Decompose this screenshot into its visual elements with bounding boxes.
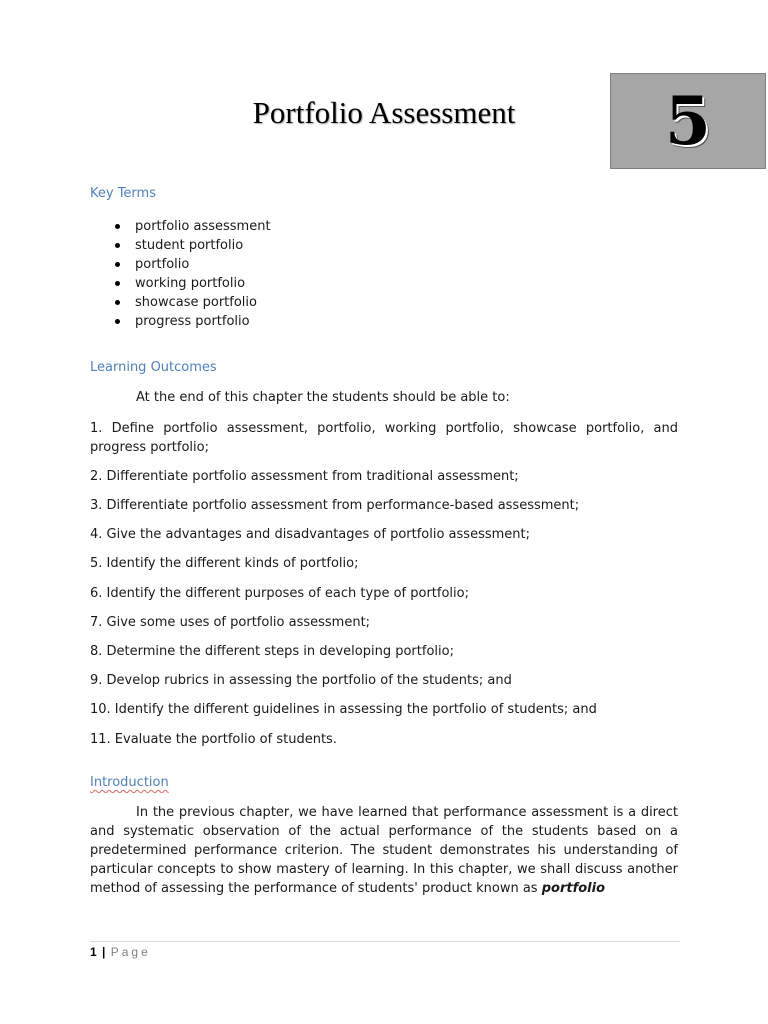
- outcome-item: 3. Differentiate portfolio assessment from performance-based assessment;: [90, 498, 580, 513]
- footer-divider: [90, 941, 680, 942]
- list-item: portfolio: [110, 255, 271, 274]
- page-footer: [90, 945, 151, 959]
- list-item: portfolio assessment: [110, 217, 271, 236]
- outcome-item: 8. Determine the different steps in developing portfolio;: [90, 644, 454, 659]
- page-title: Portfolio Assessment: [252, 95, 516, 130]
- list-item: working portfolio: [110, 274, 271, 293]
- outcome-item: 6. Identify the different purposes of each type of portfolio;: [90, 586, 469, 601]
- outcome-item: 2. Differentiate portfolio assessment from traditional assessment;: [90, 469, 519, 484]
- key-terms-heading: Key Terms: [90, 186, 156, 201]
- outcome-item: 5. Identify the different kinds of portfolio;: [90, 556, 359, 571]
- chapter-number-box: [610, 73, 766, 169]
- page-number: 1: [90, 945, 97, 959]
- outcome-item: 10. Identify the different guidelines in assessing the portfolio of students; and: [90, 702, 597, 717]
- list-item: student portfolio: [110, 236, 271, 255]
- list-item: progress portfolio: [110, 312, 271, 331]
- portfolio-emphasis: portfolio: [541, 881, 606, 896]
- outcome-item: 1. Define portfolio assessment, portfolio, working portfolio, showcase portfolio, and progress portfolio;: [90, 421, 678, 455]
- outcome-item: 4. Give the advantages and disadvantages of portfolio assessment;: [90, 527, 530, 542]
- introduction-paragraph: [90, 803, 678, 898]
- outcome-item: 9. Develop rubrics in assessing the portfolio of the students; and: [90, 673, 512, 688]
- learning-outcomes-heading: Learning Outcomes: [90, 360, 217, 375]
- key-terms-list: [110, 217, 271, 331]
- chapter-number: 5: [665, 82, 711, 160]
- outcome-item: 11. Evaluate the portfolio of students.: [90, 732, 337, 747]
- outcomes-intro: At the end of this chapter the students should be able to:: [136, 390, 510, 405]
- introduction-text: In the previous chapter, we have learned that performance assessment is a direct and systematic observation of the actual performance of the students based on a predetermined performance criterion. The student demonstrates his understanding of particular concepts to show mastery of learning. In this chapter, we shall discuss another method of assessing the performance of students' product known as: [90, 805, 678, 896]
- footer-separator: |: [102, 945, 106, 959]
- list-item: showcase portfolio: [110, 293, 271, 312]
- page-label: Page: [110, 945, 151, 959]
- introduction-heading: Introduction: [90, 775, 169, 790]
- outcome-item: 7. Give some uses of portfolio assessment;: [90, 615, 371, 630]
